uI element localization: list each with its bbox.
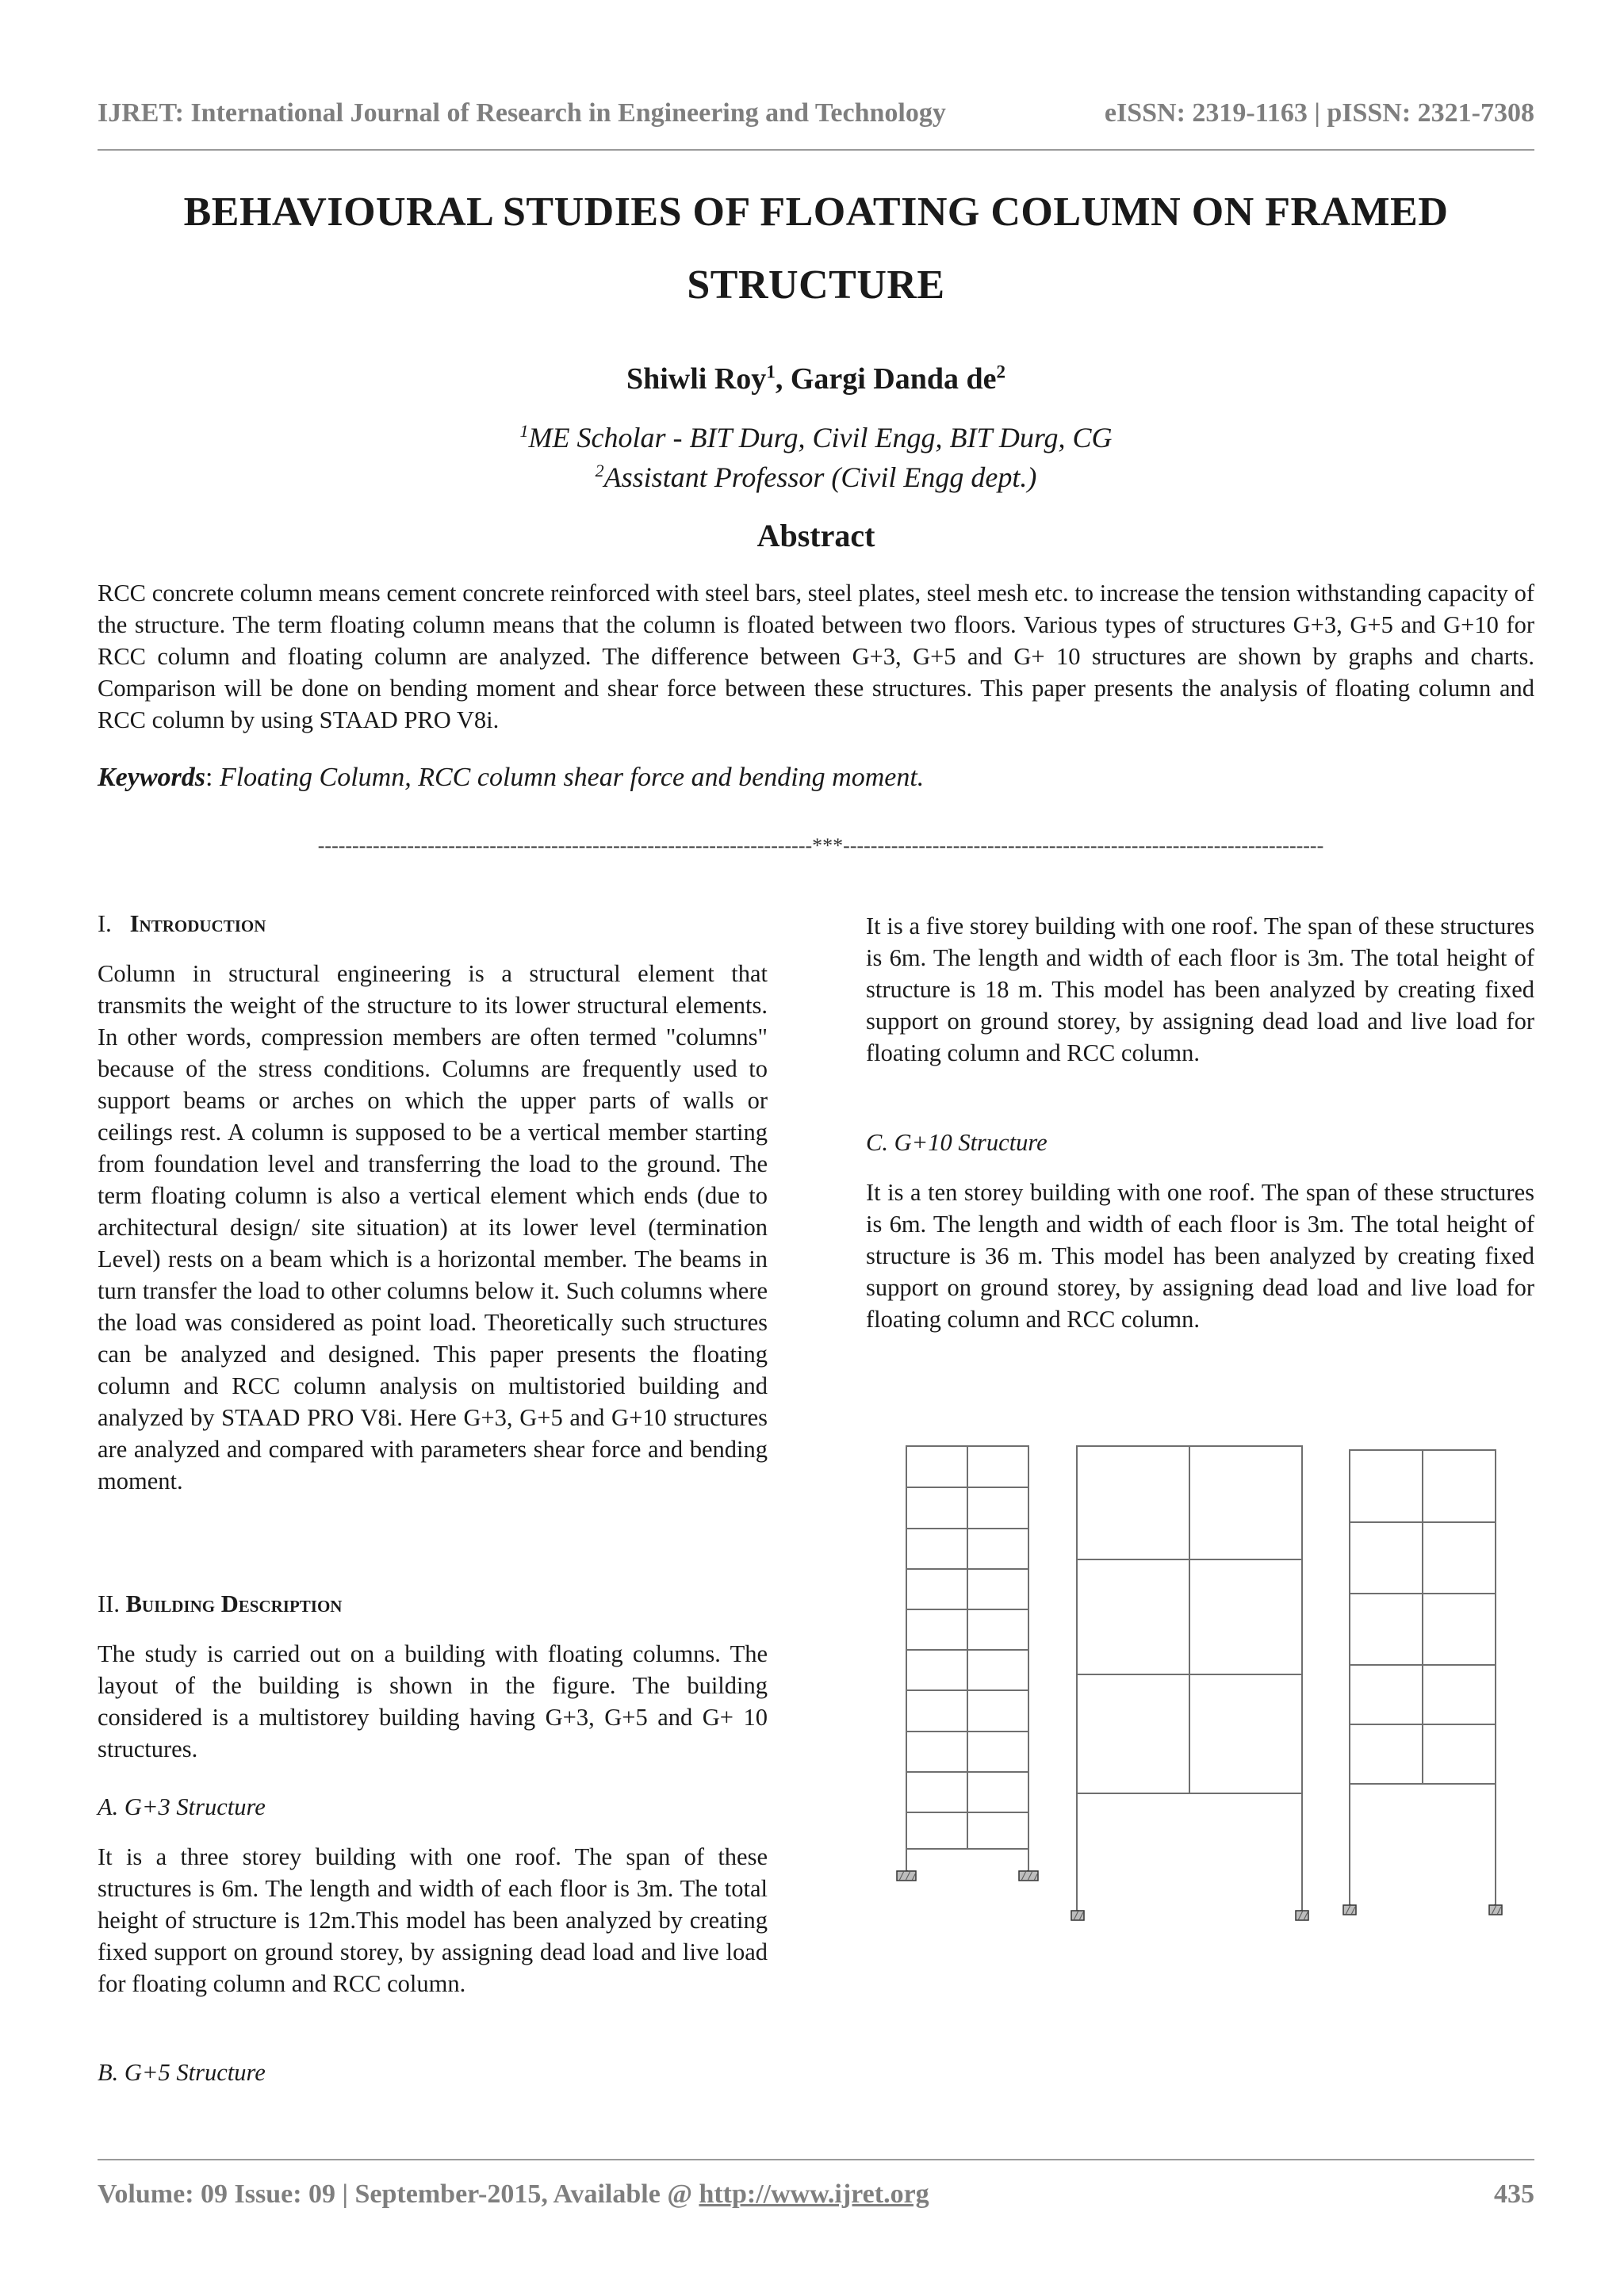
intro-title: Introduction — [129, 910, 266, 937]
author-2-sup: 2 — [996, 362, 1006, 382]
g3-body: It is a three storey building with one roof. The span of these structures is 6m. The length and width of each floor is 3m. The total height of structure is 12m.This model has been analyzed by creating fixed support on ground storey, by assigning dead load and live load for floating column and RCC column. — [98, 1843, 768, 1997]
footer-citation — [98, 2179, 929, 2210]
footer-text: Volume: 09 Issue: 09 | September-2015, Available @ — [98, 2179, 699, 2209]
keywords-label: Keywords — [98, 763, 205, 792]
affiliations — [98, 415, 1534, 494]
author-1-sup: 1 — [766, 362, 776, 382]
footer-divider — [98, 2159, 1534, 2160]
abstract-body: RCC concrete column means cement concrete reinforced with steel bars, steel plates, steel mesh etc. to increase the tension withstanding capacity of the structure. The term floating column means that the column is floated between two floors. Various types of structures G+3, G+5 and G+10 for RCC column and floating column are analyzed. The difference between G+3, G+5 and G+ 10 structures are shown by graphs and charts. Comparison will be done on bending moment and shear force between these structures. This paper presents the analysis of floating column and RCC column by using STAAD PRO V8i. — [98, 580, 1534, 733]
g3-heading: A. G+3 Structure — [98, 1793, 266, 1820]
affiliation-2: $^2$Assistant Professor (Civil Engg dept.) — [595, 461, 1037, 493]
running-header — [98, 98, 1534, 133]
affiliation-1: $^1$ME Scholar - BIT Durg, Civil Engg, BIT Durg, CG — [519, 421, 1113, 453]
building-number: II. — [98, 1590, 120, 1617]
frame-g10 — [906, 1446, 1028, 1871]
intro-body: Column in structural engineering is a structural element that transmits the weight of the structure to its lower structural elements. In other words, compression members are often termed "columns" because of the stress conditions. Columns are frequently used to support beams or arches on which the upper parts of walls or ceilings rest. A column is supposed to be a vertical member starting from foundation level and transferring the load to the ground. The term floating column is also a vertical element which ends (due to architectural design/ site situation) at its lower level (termination Level) rests on a beam which is a horizontal member. The beams in turn transfer the load to other columns below it. Such columns where the load was considered as point load. Theoretically such structures can be analyzed and designed. This paper presents the floating column and RCC column analysis on multistoried building and analyzed by STAAD PRO V8i. Here G+3, G+5 and G+10 structures are analyzed and compared with parameters shear force and bending moment. — [98, 960, 768, 1494]
author-list — [98, 362, 1534, 396]
author-1: Shiwli Roy — [626, 362, 767, 396]
title-line-2: STRUCTURE — [687, 262, 945, 308]
intro-number: I. — [98, 910, 112, 937]
g5-body: It is a five storey building with one roof. The span of these structures is 6m. The length and width of each floor is 3m. The total height of structure is 18 m. This model has been analyzed by creating fixed support on ground storey, by assigning dead load and live load for floating column and RCC column. — [866, 913, 1534, 1066]
journal-link[interactable]: http://www.ijret.org — [699, 2179, 929, 2209]
keywords — [98, 763, 1534, 793]
paper-title — [98, 176, 1534, 322]
abstract-heading: Abstract — [756, 518, 875, 553]
author-separator: , — [775, 362, 791, 396]
g5-heading: B. G+5 Structure — [98, 2059, 266, 2086]
title-line-1: BEHAVIOURAL STUDIES OF FLOATING COLUMN ON FRAMED — [183, 189, 1449, 235]
issn: eISSN: 2319-1163 | pISSN: 2321-7308 — [1104, 98, 1534, 128]
g10-body: It is a ten storey building with one roof. The span of these structures is 6m. The length and width of each floor is 3m. The total height of structure is 36 m. This model has been analyzed by creating fixed support on ground storey, by assigning dead load and live load for floating column and RCC column. — [866, 1179, 1534, 1333]
header-divider — [98, 149, 1534, 151]
intro-heading — [98, 910, 768, 938]
g10-heading: C. G+10 Structure — [866, 1129, 1048, 1156]
journal-name: IJRET: International Journal of Research in Engineering and Technology — [98, 98, 946, 128]
building-title: Building Description — [125, 1590, 343, 1617]
keywords-text: Floating Column, RCC column shear force and bending moment. — [219, 763, 925, 792]
page-number: 435 — [1494, 2179, 1534, 2209]
building-heading — [98, 1590, 768, 1618]
author-2: Gargi Danda de — [790, 362, 997, 396]
section-separator: ------------------------------------------------------------------------***---------------------------------------------------------------------- — [317, 834, 1324, 857]
building-body: The study is carried out on a building with floating columns. The layout of the building is shown in the figure. The building considered is a multistorey building having G+3, G+5 and G+ 10 structures. — [98, 1640, 768, 1762]
building-frame-figure — [872, 1423, 1530, 1931]
keywords-colon: : — [205, 763, 220, 792]
